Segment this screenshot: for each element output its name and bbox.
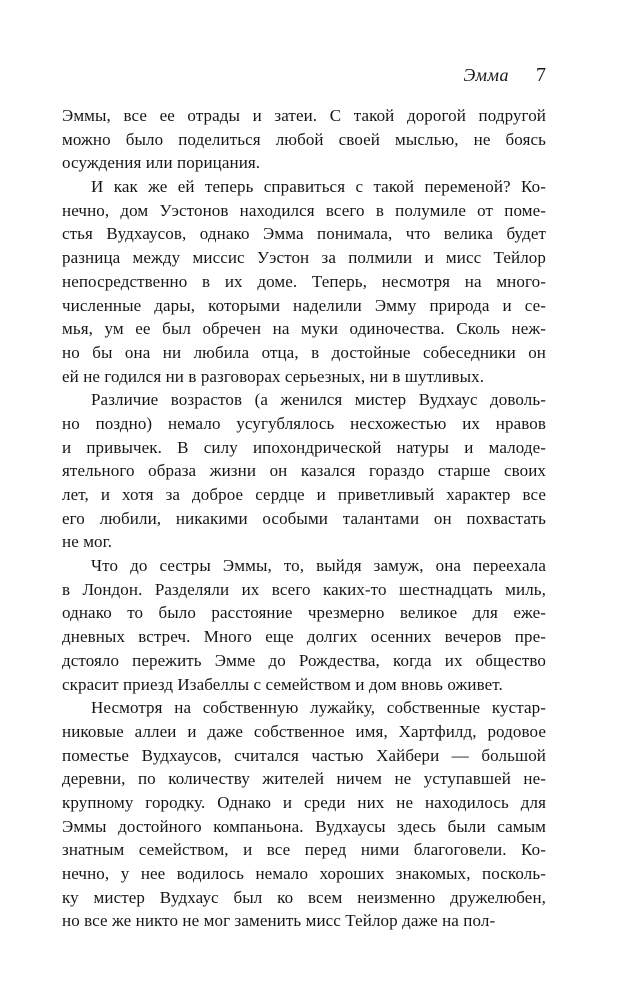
text-line: мья, ум ее был обречен на муки одиночества. Сколь неж- bbox=[62, 319, 546, 339]
text-line: его любили, никакими особыми талантами он похвастать bbox=[62, 508, 546, 528]
text-line: Что до сестры Эммы, то, выйдя замуж, она переехала bbox=[91, 556, 546, 576]
running-title: Эмма bbox=[463, 65, 509, 85]
text-line: ей не годился ни в разговорах серьезных, ни в шутливых. bbox=[62, 366, 485, 386]
text-line: можно было поделиться любой своей мыслью, не боясь bbox=[62, 129, 546, 149]
text-line: разница между миссис Уэстон за полмили и мисс Тейлор bbox=[62, 248, 546, 268]
text-line: осуждения или порицания. bbox=[62, 153, 261, 173]
text-line: ку мистер Вудхаус был ко всем неизменно дружелюбен, bbox=[62, 887, 546, 907]
text-line: Несмотря на собственную лужайку, собственные кустар- bbox=[91, 698, 546, 718]
page-number: 7 bbox=[536, 64, 546, 86]
text-line: знатным семейством, и все перед ними благоговели. Ко- bbox=[62, 840, 546, 860]
text-line: Различие возрастов (а женился мистер Вудхаус доволь- bbox=[91, 390, 546, 410]
text-line: не мог. bbox=[62, 532, 113, 552]
text-line: непосредственно в их доме. Теперь, несмотря на много- bbox=[62, 271, 546, 291]
body-text bbox=[62, 104, 546, 933]
text-line: скрасит приезд Изабеллы с семейством и дом вновь оживет. bbox=[62, 674, 503, 694]
text-line: численные дары, которыми наделили Эмму природа и се- bbox=[62, 295, 546, 315]
text-line: и привычек. В силу ипохондрической натуры и малоде- bbox=[62, 437, 546, 457]
text-line: Эммы достойного компаньона. Вудхаусы здесь были самым bbox=[62, 816, 546, 836]
text-line: нечно, у нее водилось немало хороших знакомых, посколь- bbox=[62, 864, 546, 883]
text-line: ятельного образа жизни он казался гораздо старше своих bbox=[62, 461, 546, 481]
text-line: однако то было расстояние чрезмерно великое для еже- bbox=[62, 603, 546, 623]
text-line: но все же никто не мог заменить мисс Тейлор даже на пол- bbox=[62, 911, 496, 931]
text-line: И как же ей теперь справиться с такой переменой? Ко- bbox=[91, 177, 546, 197]
page-header bbox=[62, 64, 546, 87]
text-line: дстояло пережить Эмме до Рождества, когда их общество bbox=[62, 650, 546, 670]
text-line: деревни, по количеству жителей ничем не уступавшей не- bbox=[62, 769, 546, 789]
text-line: в Лондон. Разделяли их всего каких-то шестнадцать миль, bbox=[62, 579, 546, 599]
text-line: крупному городку. Однако и среди них не находилось для bbox=[62, 792, 546, 812]
text-line: но бы она ни любила отца, в достойные собеседники он bbox=[62, 342, 546, 362]
text-line: нечно, дом Уэстонов находился всего в полумиле от поме- bbox=[62, 200, 546, 220]
text-line: стья Вудхаусов, однако Эмма понимала, что велика будет bbox=[62, 224, 546, 244]
text-line: лет, и хотя за доброе сердце и приветливый характер все bbox=[62, 485, 546, 504]
text-line: никовые аллеи и даже собственное имя, Хартфилд, родовое bbox=[62, 721, 546, 741]
text-line: поместье Вудхаусов, считался частью Хайбери — большой bbox=[62, 745, 546, 765]
text-line: Эммы, все ее отрады и затеи. С такой дорогой подругой bbox=[62, 106, 546, 125]
text-line: дневных встреч. Много еще долгих осенних вечеров пре- bbox=[62, 627, 546, 647]
text-line: но поздно) немало усугублялось несхожестью их нравов bbox=[62, 413, 546, 433]
